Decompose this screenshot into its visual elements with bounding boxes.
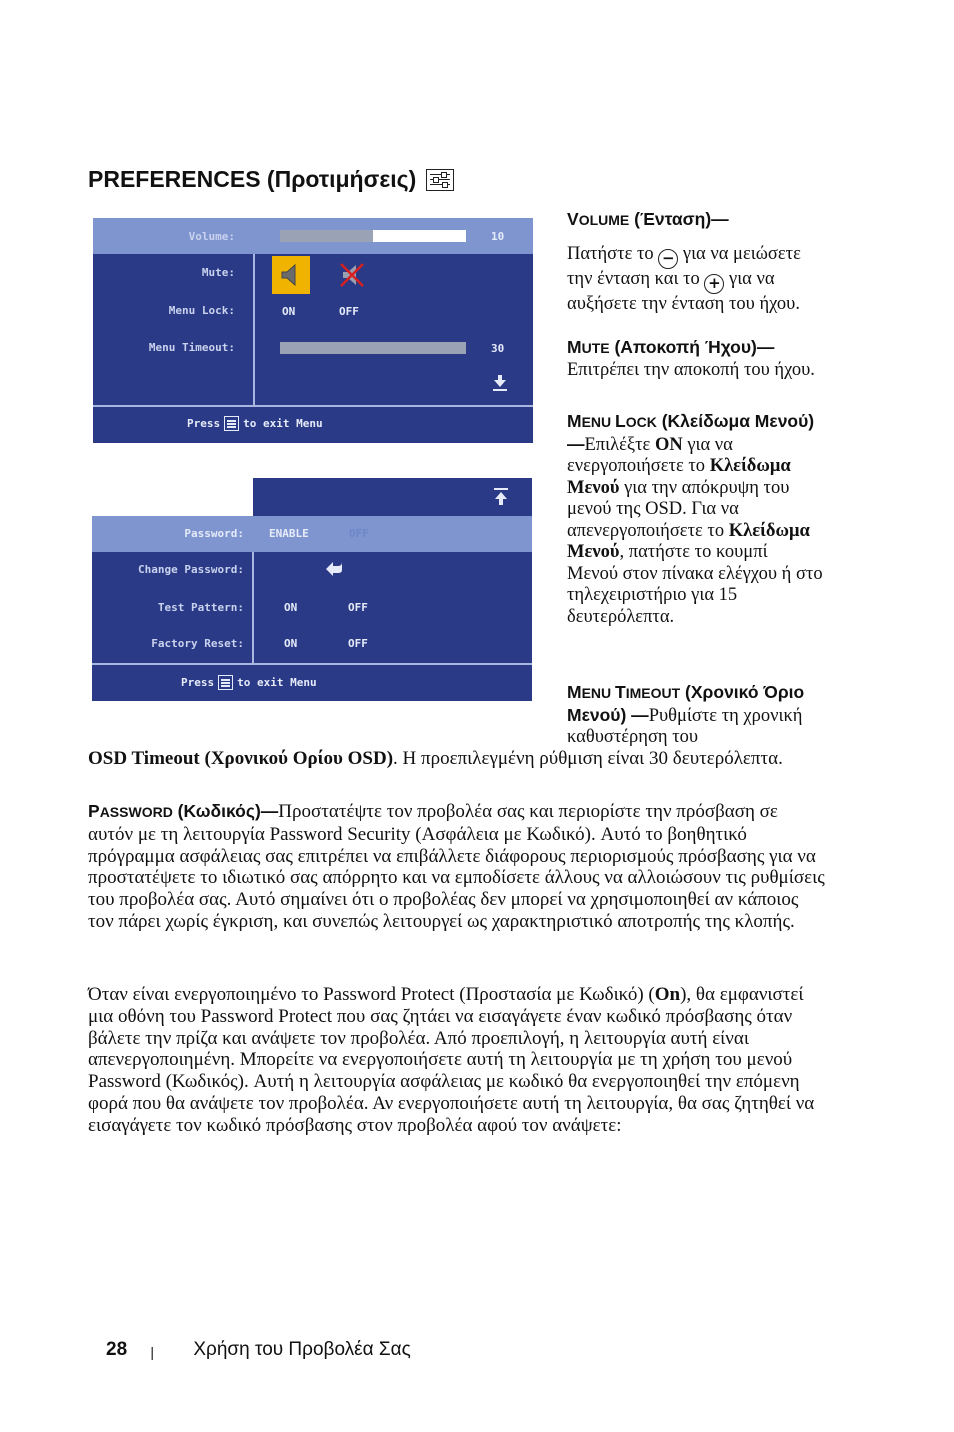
scroll-down-icon[interactable] <box>491 374 509 394</box>
osd-mute-label: Mute: <box>201 266 235 279</box>
osd-menu-timeout-value: 30 <box>491 342 505 355</box>
osd-menu-timeout-label: Menu Timeout: <box>148 341 235 354</box>
osd-password-label: Password: <box>184 527 244 540</box>
osd-menu-lock-label: Menu Lock: <box>168 304 235 317</box>
osd-change-password-label: Change Password: <box>138 563 244 576</box>
volume-heading: VOLUME (Ένταση)— <box>567 209 729 229</box>
mute-off-option[interactable] <box>272 256 310 294</box>
volume-section <box>567 209 823 315</box>
speaker-icon <box>272 256 310 294</box>
menu-button-icon <box>218 675 233 690</box>
mute-text: Επιτρέπει την αποκοπή του ήχου. <box>567 359 815 380</box>
page-footer <box>106 1339 411 1361</box>
osd-menu-lock-off[interactable]: OFF <box>339 305 359 318</box>
osd-preferences-panel-1 <box>93 218 533 443</box>
osd-menu-timeout-slider[interactable] <box>280 342 466 354</box>
menu-timeout-section: MENU TIMEOUT (Χρονικό Όριο Μενού) —Ρυθμίστε τη χρονική καθυστέρηση του <box>567 682 805 747</box>
speaker-muted-icon <box>333 256 371 294</box>
osd-exit-hint-2: Press to exit Menu <box>181 676 317 689</box>
osd-test-pattern-label: Test Pattern: <box>157 601 244 614</box>
osd-exit-hint: Press to exit Menu <box>187 417 323 430</box>
menu-timeout-continued: OSD Timeout (Χρονικού Ορίου OSD). Η προεπιλεγμένη ρύθμιση είναι 30 δευτερόλεπτα. <box>88 748 783 769</box>
mute-on-option[interactable] <box>333 256 371 294</box>
osd-password-off[interactable]: OFF <box>349 527 369 540</box>
password-section: PASSWORD (Κωδικός)—Προστατέψτε τον προβολέα σας και περιορίστε την πρόσβαση σε αυτόν με τη λειτουργία Password Security (Ασφάλεια με Κωδικό). Αυτό το βοηθητικό πρόγραμμα ασφάλειας σας επιτρέπει να επιβάλλετε διάφορους περιορισμούς πρόσβασης για να προστατέψετε το ιδιωτικό σας απόρρητο και να εμποδίσετε άλλους να αλλοιώσουν τις ρυθμίσεις του προβολέα σας. Αυτό σημαίνει ότι ο προβολέας δεν μπορεί να χρησιμοποιηθεί αν κάποιος τον πάρει χωρίς έγκριση, και συνεπώς λειτουργεί ως χαρακτηριστικό αποτροπής της κλοπής. <box>88 801 825 932</box>
plus-button-icon: + <box>704 274 724 294</box>
minus-button-icon: − <box>658 249 678 269</box>
osd-menu-lock-on[interactable]: ON <box>282 305 296 318</box>
password-protect-paragraph: Όταν είναι ενεργοποιημένο το Password Protect (Προστασία με Κωδικό) (On), θα εμφανιστεί μια οθόνη του Password Protect που σας ζητάει να εισαγάγετε έναν κωδικό πρόσβασης όταν βάλετε την πρίζα και ανάψετε τον προβολέα. Από προεπιλογή, η λειτουργία αυτή είναι απενεργοποιημένη. Μπορείτε να ενεργοποιήσετε αυτή τη λειτουργία με τη χρήση του μενού Password (Κωδικός). Αυτή η λειτουργία ασφάλειας με κωδικό θα ενεργοποιηθεί την επόμενη φορά που θα ανάψετε τον προβολέα. Αν ενεργοποιήσετε αυτή τη λειτουργία, θα σας ζητηθεί να εισαγάγετε τον κωδικό πρόσβασης στον προβολέα αφού τον ανάψετε: <box>88 984 815 1136</box>
osd-factory-reset-on[interactable]: ON <box>284 637 298 650</box>
enter-arrow-icon[interactable] <box>322 558 346 580</box>
osd-test-pattern-off[interactable]: OFF <box>348 601 368 614</box>
osd-volume-label: Volume: <box>188 230 235 243</box>
osd-preferences-panel-2 <box>92 478 532 701</box>
footer-title: Χρήση του Προβολέα Σας <box>193 1339 411 1360</box>
volume-text: Πατήστε το − για να μειώσετε την ένταση και το + για να αυξήσετε την ένταση του ήχου. <box>567 243 801 314</box>
osd-password-enable[interactable]: ENABLE <box>269 527 309 540</box>
page-number: 28 <box>106 1339 128 1360</box>
osd-factory-reset-label: Factory Reset: <box>151 637 244 650</box>
scroll-up-icon[interactable] <box>492 487 510 507</box>
preferences-icon <box>426 169 454 191</box>
menu-button-icon <box>224 416 239 431</box>
osd-volume-value: 10 <box>491 230 505 243</box>
osd-password-row-highlight <box>92 516 532 552</box>
osd-factory-reset-off[interactable]: OFF <box>348 637 368 650</box>
page-heading <box>88 166 454 193</box>
heading-title: PREFERENCES (Προτιμήσεις) <box>88 166 417 192</box>
footer-separator: | <box>150 1344 155 1360</box>
mute-section: MUTE (Αποκοπή Ήχου)—Επιτρέπει την αποκοπή του ήχου. <box>567 337 815 380</box>
menu-lock-section: MENU LOCK (Κλείδωμα Μενού)—Επιλέξτε ON για να ενεργοποιήσετε το Κλείδωμα Μενού για την απόκρυψη του μενού της OSD. Για να απενεργοποιήσετε το Κλείδωμα Μενού, πατήστε το κουμπί Μενού στον πίνακα ελέγχου ή στο τηλεχειριστήριο για 15 δευτερόλεπτα. <box>567 411 823 627</box>
osd-test-pattern-on[interactable]: ON <box>284 601 298 614</box>
osd-volume-slider[interactable] <box>280 230 466 242</box>
